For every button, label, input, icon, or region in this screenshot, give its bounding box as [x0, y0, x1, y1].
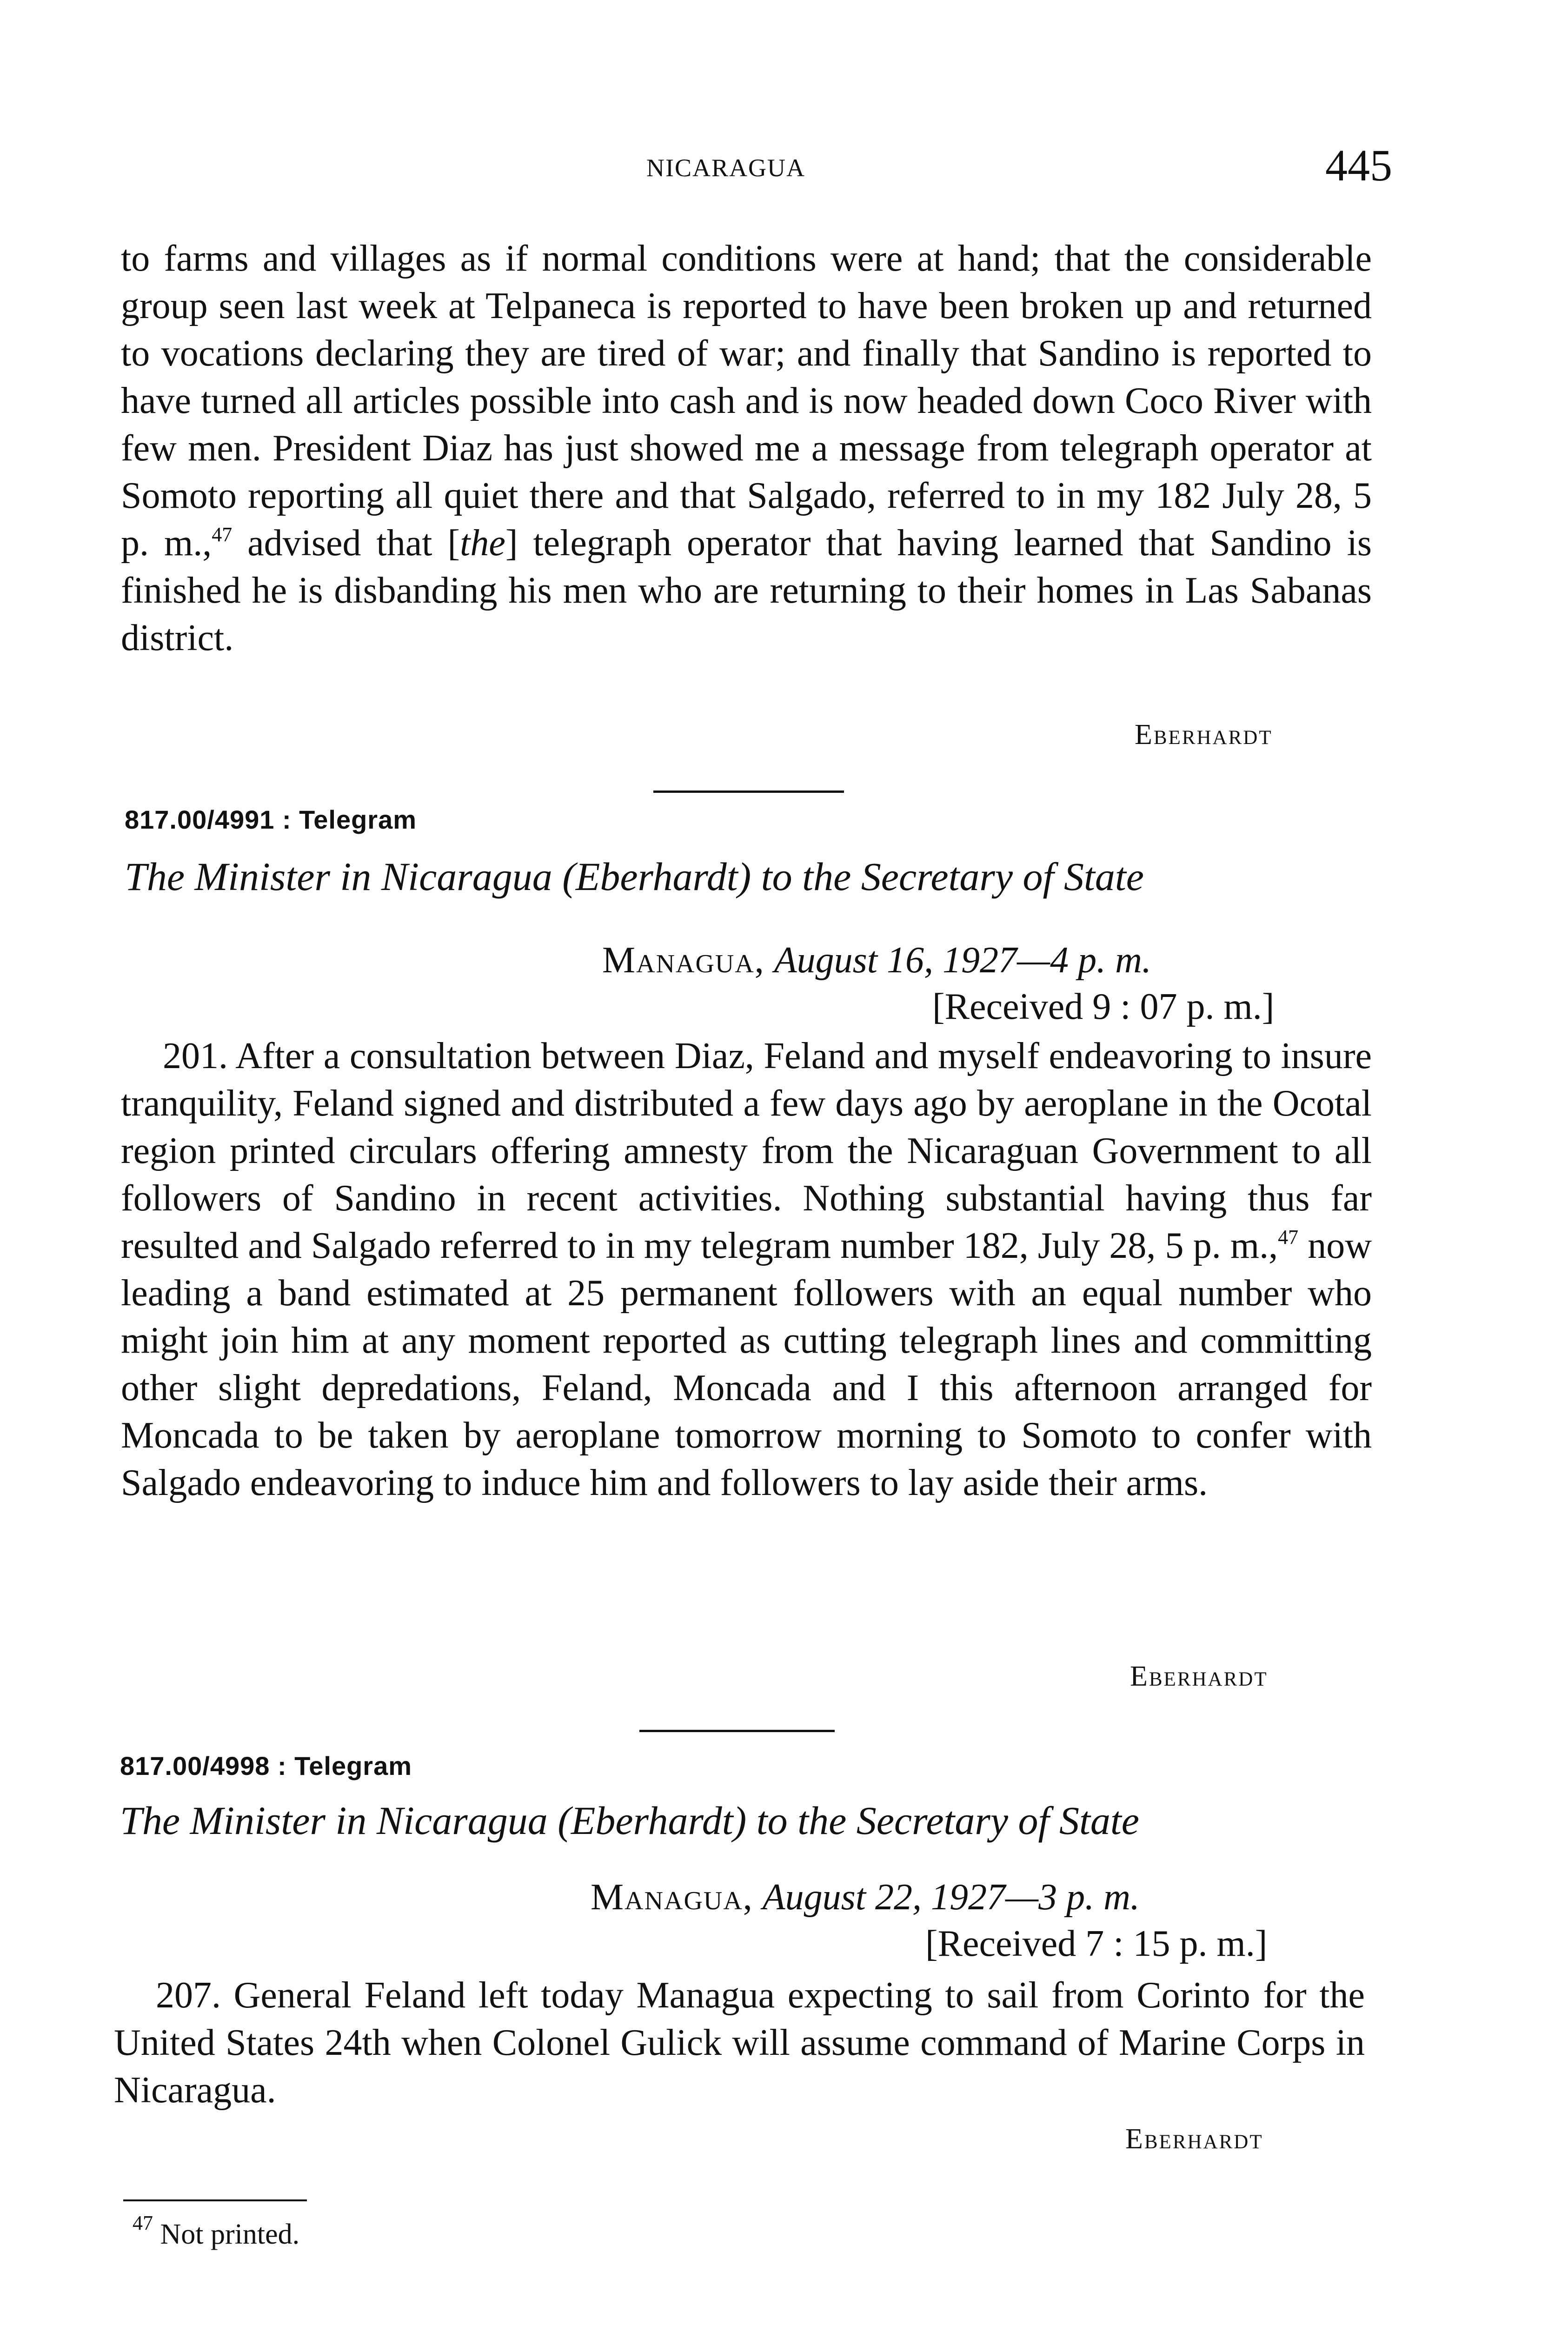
running-head: NICARAGUA	[646, 154, 805, 182]
intro-paragraph	[121, 235, 1372, 662]
file-reference: 817.00/4991 : Telegram	[125, 805, 417, 834]
dateline-date: August 16, 1927—4 p. m.	[774, 940, 1151, 981]
telegram-body	[121, 1032, 1372, 1507]
footnote-rule	[123, 2199, 307, 2201]
intro-editorial-insert: the	[460, 523, 505, 564]
dateline	[602, 939, 1151, 982]
file-reference: 817.00/4998 : Telegram	[120, 1751, 412, 1780]
section-divider	[653, 790, 844, 793]
telegram-text-b: now leading a band estimated at 25 permanent followers with an equal number who might join him at any moment reported as cutting telegraph lines and committing other slight depredations, Feland, Moncada and I this afternoon arranged for Moncada to be taken by aeroplane tomorrow morning to Somoto to confer with Salgado endeavoring to induce him and followers to lay aside their arms.	[121, 1225, 1372, 1503]
dateline	[591, 1876, 1140, 1919]
page-number: 445	[1325, 140, 1392, 190]
footnote-text: Not printed.	[153, 2219, 300, 2250]
telegram-body: 207. General Feland left today Managua expecting to sail from Corinto for the United States 24th when Colonel Gulick will assume command of Marine Corps in Nicaragua.	[114, 1975, 1365, 2111]
signoff: Eberhardt	[1130, 1661, 1268, 1692]
received-time: [Received 9 : 07 p. m.]	[932, 986, 1275, 1027]
signoff: Eberhardt	[1135, 719, 1273, 751]
dateline-place: Managua,	[591, 1877, 753, 1918]
intro-text-a: to farms and villages as if normal conditions were at hand; that the considerable group seen last week at Telpaneca is reported to have been broken up and returned to vocations declaring they are tired of war; and finally that Sandino is reported to have turned all articles possible into cash and is now headed down Coco River with few men. President Diaz has just showed me a message from telegraph operator at Somoto reporting all quiet there and that Salgado, referred to in my 182 July 28, 5 p. m.,	[121, 238, 1372, 564]
section-divider	[639, 1730, 835, 1732]
document-title: The Minister in Nicaragua (Eberhardt) to the Secretary of State	[125, 854, 1144, 899]
dateline-date: August 22, 1927—3 p. m.	[762, 1877, 1140, 1918]
dateline-place: Managua,	[602, 940, 765, 981]
document-title: The Minister in Nicaragua (Eberhardt) to the Secretary of State	[120, 1798, 1139, 1843]
intro-text-d: ] telegraph operator that having learned that Sandino is finished he is disbanding his men who are returning to their homes in Las Sabanas district.	[121, 523, 1372, 658]
footnote	[133, 2212, 300, 2251]
footnote-number: 47	[133, 2212, 153, 2234]
signoff: Eberhardt	[1125, 2123, 1263, 2155]
footnote-reference: 47	[212, 523, 233, 546]
telegram-text-a: 201. After a consultation between Diaz, Feland and myself endeavoring to insure tranquility, Feland signed and distributed a few days ago by aeroplane in the Ocotal region printed circulars offering amnesty from the Nicaraguan Government to all followers of Sandino in recent activities. Nothing substantial having thus far resulted and Salgado referred to in my telegram number 182, July 28, 5 p. m.,	[121, 1036, 1372, 1266]
footnote-reference: 47	[1278, 1226, 1299, 1249]
intro-text-b: advised that [	[232, 523, 460, 564]
received-time: [Received 7 : 15 p. m.]	[925, 1923, 1268, 1964]
